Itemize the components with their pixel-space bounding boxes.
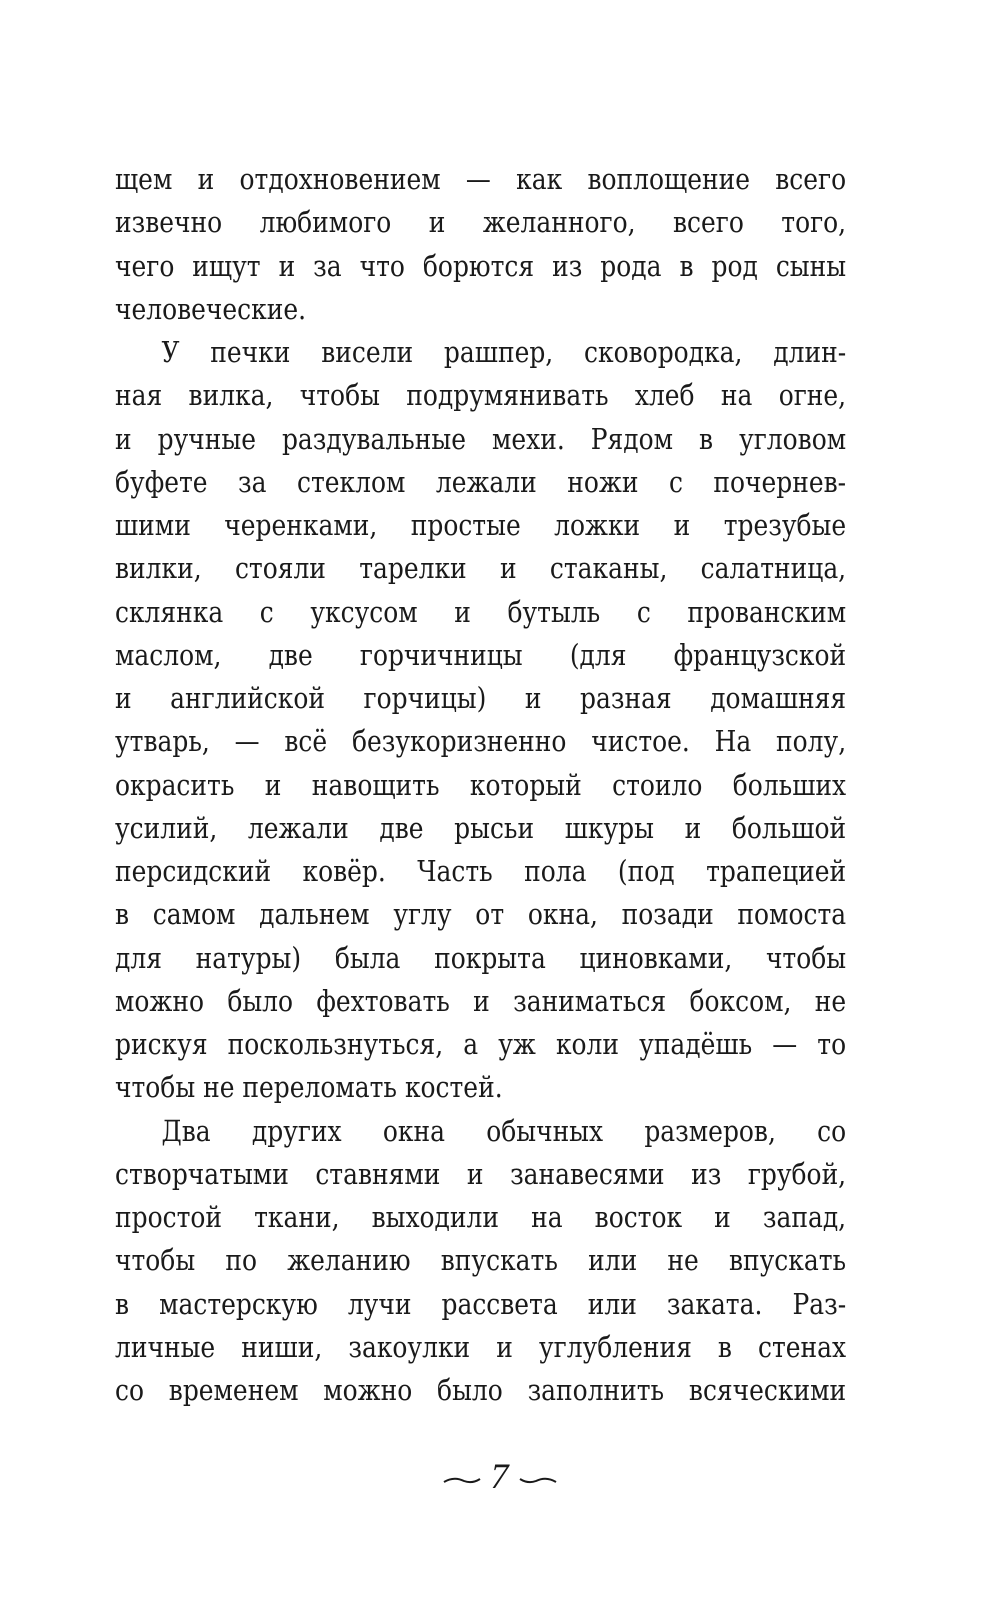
- text-line: шими черенками, простые ложки и трезубые: [115, 508, 847, 542]
- text-line: в самом дальнем углу от окна, позади помоста: [115, 897, 847, 932]
- text-line: человеческие.: [115, 291, 307, 326]
- text-line: щем и отдохновением — как воплощение всего: [115, 162, 847, 196]
- ornament-left-icon: [442, 1475, 482, 1485]
- text-line: со временем можно было заполнить всяческими: [115, 1373, 847, 1407]
- text-line: склянка с уксусом и бутыль с прованским: [115, 594, 847, 629]
- text-line: чтобы не переломать костей.: [115, 1070, 503, 1105]
- text-line: усилий, лежали две рысьи шкуры и большой: [115, 810, 847, 845]
- text-line: и ручные раздувальные мехи. Рядом в угловом: [115, 421, 847, 456]
- text-line: створчатыми ставнями и занавесями из грубой,: [115, 1156, 847, 1191]
- text-line: буфете за стеклом лежали ножи с почернев-: [115, 464, 847, 499]
- text-line: Два других окна обычных размеров, со: [161, 1113, 847, 1148]
- text-line: простой ткани, выходили на восток и запад,: [115, 1200, 847, 1234]
- text-line: ная вилка, чтобы подрумянивать хлеб на огне,: [115, 378, 847, 413]
- text-line: рискуя поскользнуться, а уж коли упадёшь — то: [115, 1027, 847, 1061]
- text-line: вилки, стояли тарелки и стаканы, салатница,: [115, 551, 847, 586]
- text-line: чтобы по желанию впускать или не впускать: [115, 1243, 847, 1278]
- text-line: в мастерскую лучи рассвета или заката. Раз-: [115, 1286, 847, 1321]
- page-number: [0, 1455, 999, 1497]
- text-line: У печки висели рашпер, сковородка, длин-: [161, 335, 847, 369]
- text-line: для натуры) была покрыта циновками, чтобы: [115, 940, 847, 975]
- ornament-right-icon: [518, 1475, 558, 1485]
- text-line: утварь, — всё безукоризненно чистое. На полу,: [115, 724, 847, 759]
- text-line: и английской горчицы) и разная домашняя: [115, 681, 847, 715]
- text-line: можно было фехтовать и заниматься боксом, не: [115, 983, 847, 1018]
- text-line: окрасить и навощить который стоило больших: [115, 767, 847, 802]
- text-line: маслом, две горчичницы (для французской: [115, 637, 847, 672]
- text-line: извечно любимого и желанного, всего того,: [115, 205, 847, 240]
- page-body-text: [115, 158, 846, 1412]
- text-line: персидский ковёр. Часть пола (под трапецией: [115, 854, 847, 888]
- text-line: личные ниши, закоулки и углубления в стенах: [115, 1329, 847, 1364]
- page-number-text: 7: [490, 1456, 509, 1496]
- text-line: чего ищут и за что борются из рода в род сыны: [115, 248, 847, 283]
